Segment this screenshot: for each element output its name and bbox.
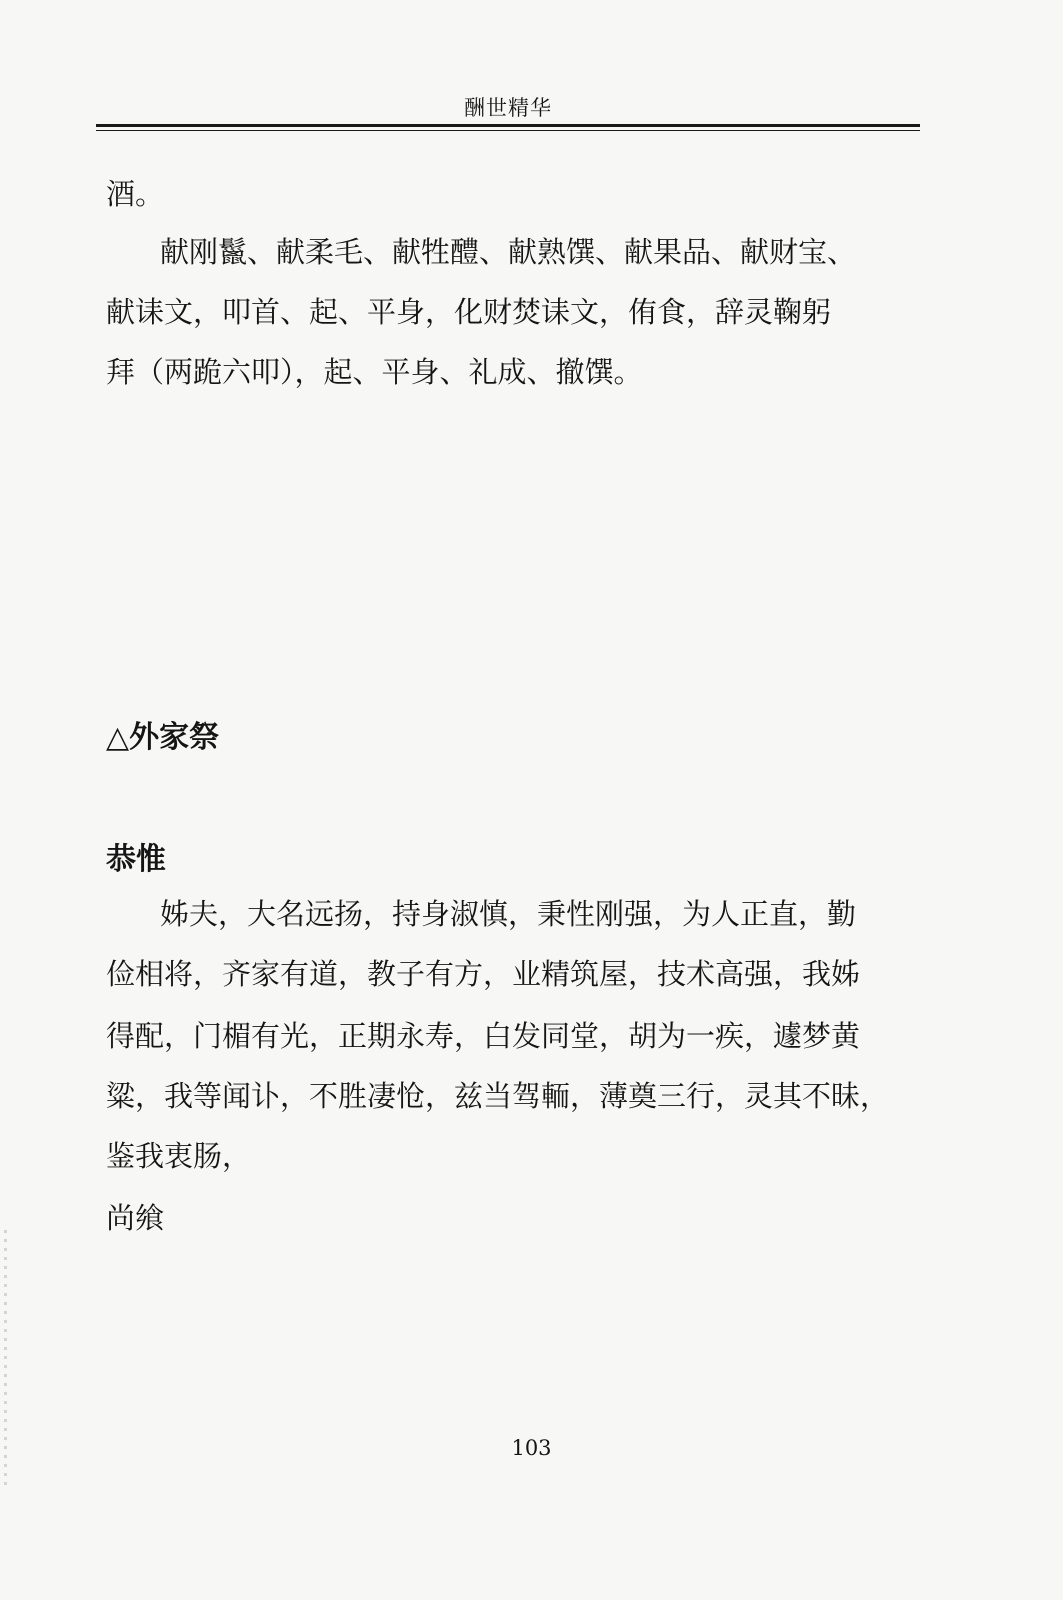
salutation: 恭惟 bbox=[106, 842, 166, 877]
text-line: 鉴我衷肠， bbox=[106, 1139, 252, 1173]
text-line: 献诔文，叩首、起、平身，化财焚诔文，侑食，辞灵鞠躬 bbox=[106, 295, 832, 329]
section-heading: △外家祭 bbox=[106, 720, 220, 755]
text-line: 姊夫，大名远扬，持身淑慎，秉性刚强，为人正直，勤 bbox=[160, 897, 857, 931]
text-line: 拜（两跪六叩），起、平身、礼成、撤馔。 bbox=[106, 355, 643, 389]
closing-text: 尚飨 bbox=[106, 1201, 165, 1235]
page-number: 103 bbox=[511, 1436, 552, 1460]
text-line: 粱，我等闻讣，不胜凄怆，兹当驾輀，薄奠三行，灵其不昧， bbox=[106, 1079, 890, 1113]
text-line: 酒。 bbox=[106, 177, 165, 211]
text-line: 得配，门楣有光，正期永寿，白发同堂，胡为一疾，遽梦黄 bbox=[106, 1019, 861, 1053]
header-rule-thin bbox=[96, 130, 920, 131]
text-line: 俭相将，齐家有道，教子有方，业精筑屋，技术高强，我姊 bbox=[106, 957, 861, 991]
header-rule-thick bbox=[96, 124, 920, 127]
running-title: 酬世精华 bbox=[464, 96, 552, 120]
scan-edge-mark bbox=[4, 1230, 7, 1490]
text-line: 献刚鬣、献柔毛、献牲醴、献熟馔、献果品、献财宝、 bbox=[160, 235, 857, 269]
